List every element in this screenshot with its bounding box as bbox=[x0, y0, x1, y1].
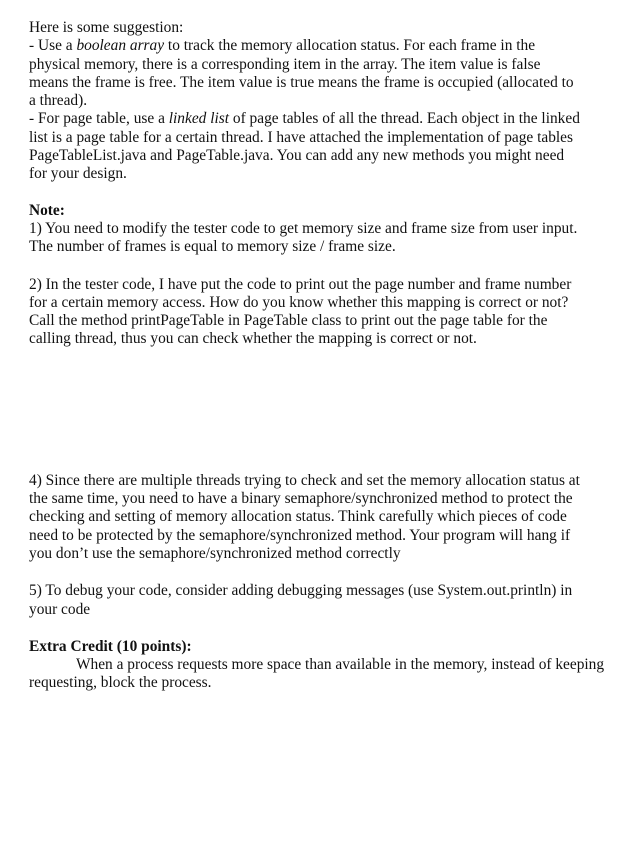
note-item4-line1: 4) Since there are multiple threads trying to check and set the memory allocation status at bbox=[29, 471, 580, 489]
note-item5-line1: 5) To debug your code, consider adding debugging messages (use System.out.println) in bbox=[29, 582, 573, 600]
bullet2-line4: for your design. bbox=[29, 165, 127, 183]
note-item5-line2: your code bbox=[29, 600, 91, 618]
note-item2-line2: for a certain memory access. How do you know whether this mapping is correct or not? bbox=[29, 293, 569, 311]
note-item1-line2: The number of frames is equal to memory size / frame size. bbox=[29, 238, 396, 256]
bullet1-line2: physical memory, there is a corresponding item in the array. The item value is false bbox=[29, 55, 541, 73]
extra-credit-section bbox=[29, 638, 614, 693]
suggestion-heading: Here is some suggestion: bbox=[29, 19, 184, 36]
note-section bbox=[29, 202, 614, 619]
note-heading: Note: bbox=[29, 201, 65, 219]
bullet2-line2: list is a page table for a certain thread. I have attached the implementation of page tables bbox=[29, 128, 574, 146]
extra-credit-line2: requesting, block the process. bbox=[29, 674, 212, 692]
bullet1-line1: - Use a boolean array to track the memory allocation status. For each frame in the bbox=[29, 37, 536, 55]
boolean-array-term: boolean array bbox=[76, 37, 165, 55]
note-item4-line3: checking and setting of memory allocation status. Think carefully which pieces of code bbox=[29, 508, 567, 526]
bullet2-line1: - For page table, use a linked list of page tables of all the thread. Each object in the linked bbox=[29, 110, 580, 128]
note-item4-line5: you don’t use the semaphore/synchronized method correctly bbox=[29, 544, 401, 562]
note-item1-line1: 1) You need to modify the tester code to get memory size and frame size from user input. bbox=[29, 219, 578, 237]
note-item2-line1: 2) In the tester code, I have put the code to print out the page number and frame number bbox=[29, 275, 572, 293]
document-page bbox=[29, 19, 614, 693]
note-item4-line4: need to be protected by the semaphore/synchronized method. Your program will hang if bbox=[29, 526, 571, 544]
bullet1-line4: a thread). bbox=[29, 92, 88, 110]
linked-list-term: linked list bbox=[168, 110, 230, 128]
suggestion-section bbox=[29, 19, 614, 184]
extra-credit-heading: Extra Credit (10 points): bbox=[29, 637, 192, 655]
bullet1-line3: means the frame is free. The item value is true means the frame is occupied (allocated to bbox=[29, 73, 574, 91]
extra-credit-line1: When a process requests more space than available in the memory, instead of keeping bbox=[76, 656, 605, 674]
note-item2-line4: calling thread, thus you can check whether the mapping is correct or not. bbox=[29, 330, 477, 348]
bullet2-line3: PageTableList.java and PageTable.java. You can add any new methods you might need bbox=[29, 147, 565, 165]
note-item4-line2: the same time, you need to have a binary semaphore/synchronized method to protect the bbox=[29, 490, 573, 508]
note-item2-line3: Call the method printPageTable in PageTable class to print out the page table for the bbox=[29, 312, 548, 330]
